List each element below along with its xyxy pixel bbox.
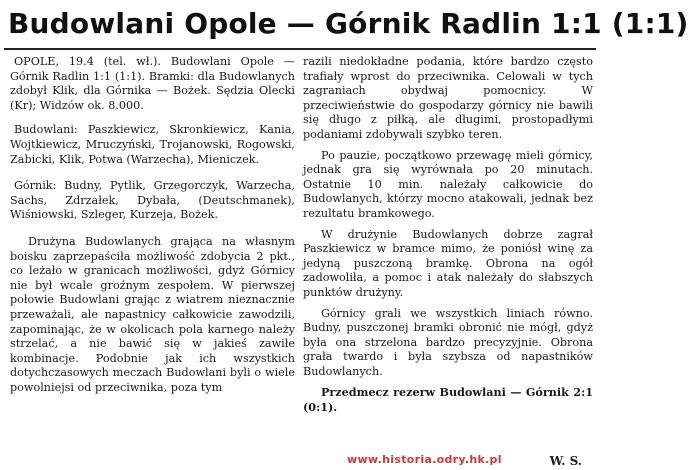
report-paragraph-4: Górnicy grali we wszystkich liniach równo. Budny, puszczonej bramki obronić nie mógł, gdyż była ona strzelona bardzo precyzyjnie. Obrona grała twardo i była szybsza od napastników Budowlanych. (303, 306, 593, 378)
match-summary: OPOLE, 19.4 (tel. wł.). Budowlani Opole — Górnik Radlin 1:1 (1:1). Bramki: dla Budowlanych zdobył Klik, dla Górnika — Bożek. Sędzia Olecki (Kr); Widzów ok. 8.000. (10, 55, 295, 112)
lineup-budowlani: Budowlani: Paszkiewicz, Skronkiewicz, Kania, Wojtkiewicz, Mruczyński, Trojanowski, Rogowski, Zabicki, Klik, Potwa (Warzecha), Mieniczek. (10, 123, 295, 166)
report-paragraph-3: W drużynie Budowlanych dobrze zagrał Paszkiewicz w bramce mimo, że poniósł winę za jedyną puszczoną bramkę. Obrona na ogół zadowoliła, a pomoc i atak należały do słabszych punktów drużyny. (303, 227, 593, 299)
right-column (303, 55, 593, 470)
author-signature: W. S. (549, 454, 582, 468)
report-paragraph-2: Po pauzie, początkowo przewagę mieli górnicy, jednak gra się wyrównała po 20 minutach. Ostatnie 10 min. należały całkowicie do Budowlanych, którzy mocno atakowali, jednak bez rezultatu bramkowego. (303, 148, 593, 220)
match-headline: Budowlani Opole — Górnik Radlin 1:1 (1:1) (8, 7, 689, 40)
report-continuation: razili niedokładne podania, które bardzo często trafiały wprost do przeciwnika. Celowali w tych zagraniach obydwaj pomocnicy. W przeciwieństwie do gospodarzy górnicy nie bawili się długo z piłką, ale długimi, prostopadłymi podaniami zdobywali szybko teren. (303, 55, 593, 141)
headline-rule (4, 48, 596, 50)
report-paragraph-1: Drużyna Budowlanych grająca na własnym boisku zaprzepaściła możliwość zdobycia 2 pkt., co leżało w granicach możliwości, gdyż Górnicy nie był wcale groźnym zespołem. W pierwszej połowie Budowlani grając z wiatrem nieznacznie przeważali, ale napastnicy całkowicie zawodzili, zapominając, że w okolicach pola karnego należy strzelać, a nie bawić się w jakieś zawiłe kombinacje. Podobnie jak ich wszystkich dotychczasowych meczach Budowlani byli o wiele powolniejsi od przeciwnika, poza tym (10, 234, 295, 394)
source-watermark: www.historia.odry.hk.pl (347, 453, 502, 466)
reserves-result: Przedmecz rezerw Budowlani — Górnik 2:1 (0:1). (303, 385, 593, 415)
lineup-gornik: Górnik: Budny, Pytlik, Grzegorczyk, Warzecha, Sachs, Zdrzałek, Dybała, (Deutschmanek), Wiśniowski, Szleger, Kurzeja, Bożek. (10, 179, 295, 222)
left-column (10, 55, 295, 470)
